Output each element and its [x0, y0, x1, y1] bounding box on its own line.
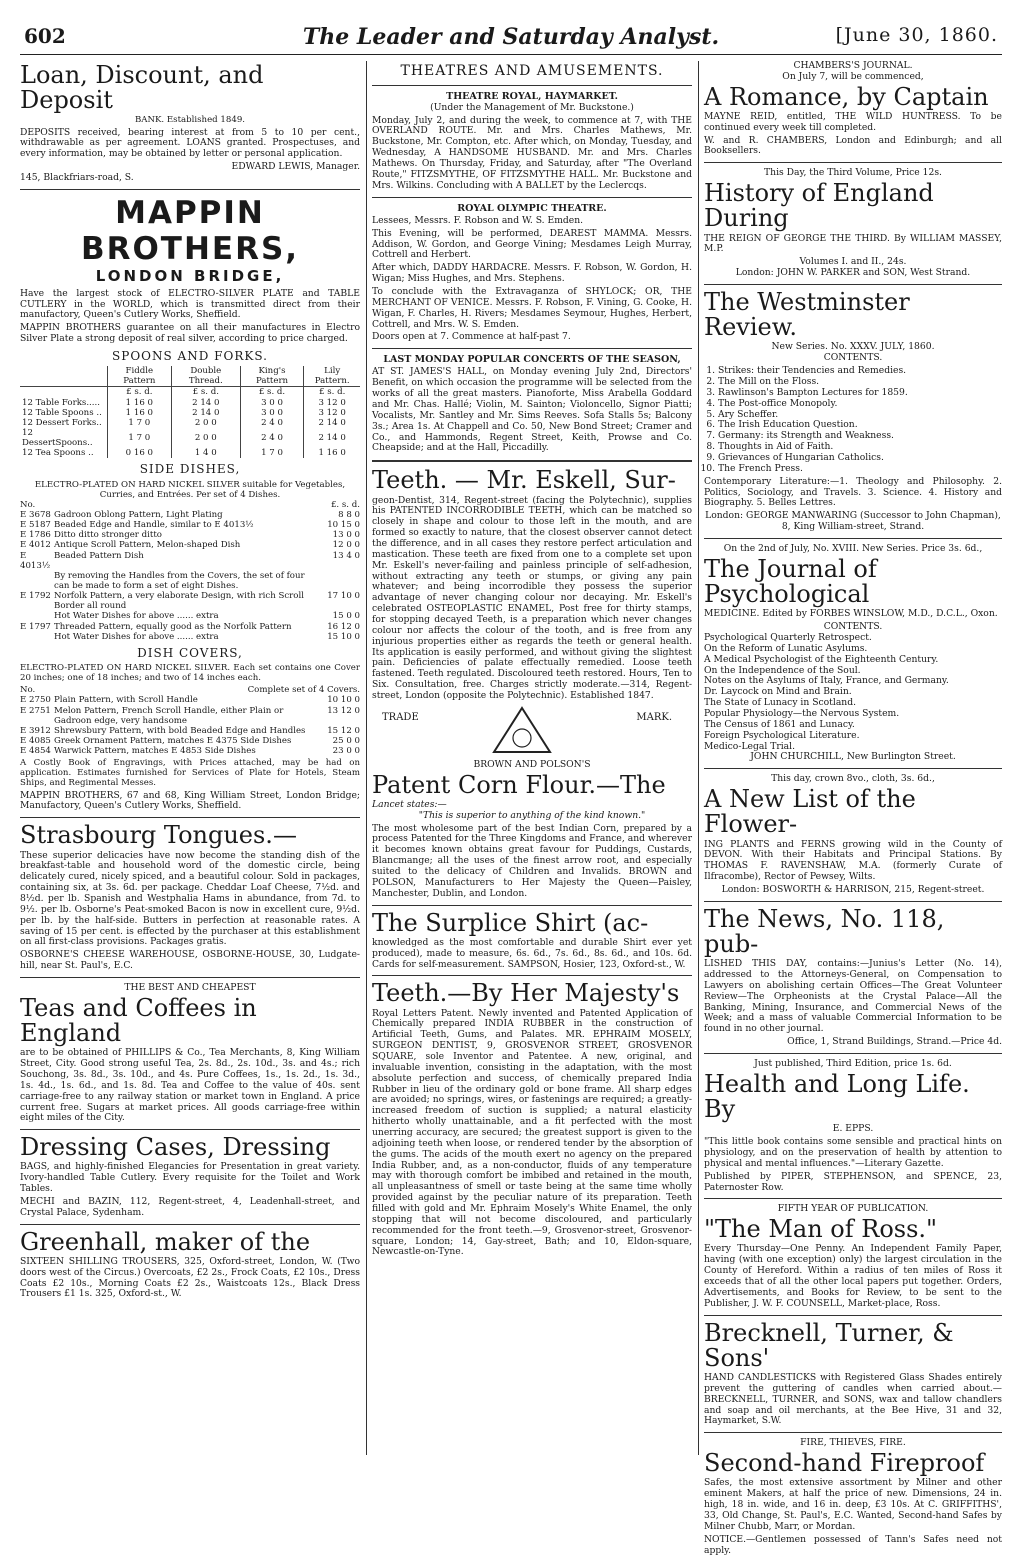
ad-dressing-cases [20, 1135, 360, 1218]
ad-publisher: JOHN CHURCHILL, New Burlington Street. [750, 751, 956, 763]
ad-office: Office, 1, Strand Buildings, Strand.—Price 4d. [787, 1036, 1002, 1048]
table-cell: 12 Dessert Forks.. [22, 417, 102, 428]
table-row [20, 428, 360, 448]
ad-notice: NOTICE.—Gentlemen possessed of Tann's Safes need not apply. [704, 1533, 1002, 1556]
ad-body: Have the largest stock of ELECTRO-SILVER PLATE and TABLE CUTLERY in the WORLD, which is transmitted direct from their manufactory, Queen's Cutlery Works, Sheffield. [20, 287, 360, 321]
item-no [20, 632, 54, 642]
list-item: 2. The Mill on the Floss. [718, 377, 1002, 388]
ad-mappin-brothers [20, 195, 360, 813]
item-desc: Ditto ditto stronger ditto [54, 530, 162, 541]
ad-title: Dressing Cases, Dressing [20, 1133, 331, 1162]
list-item: Notes on the Asylums of Italy, France, and Germany. [704, 675, 949, 687]
item-price: 13 12 0 [327, 705, 360, 716]
list-item [20, 510, 360, 520]
item-no: E 2751 [20, 705, 51, 716]
ad-title: The Surplice Shirt (ac- [372, 908, 649, 937]
item-no: E 1792 [20, 591, 51, 602]
ad-publisher: W. and R. CHAMBERS, London and Edinburgh; and all Booksellers. [704, 134, 1002, 157]
item-desc: Beaded Pattern Dish [54, 550, 144, 561]
ad-haymarket [372, 91, 692, 192]
table-cell: 1 16 0 [107, 408, 171, 418]
item-no [20, 611, 54, 621]
item-price: 15 10 0 [327, 631, 360, 642]
list-item [20, 530, 360, 540]
table-cell: 1 16 0 [107, 398, 171, 408]
ad-body: knowledged as the most comfortable and durable Shirt ever yet produced), made to measure, 6s. 6d., 7s. 6d., 8s. 6d., and 10s. 6d. Cards for self-measurement. SAMPSON, Hosier, 123, Oxford-st., W. [372, 936, 692, 970]
list-item: Popular Physiology—the Nervous System. [704, 707, 900, 719]
list-item: 10. The French Press. [718, 464, 1002, 475]
ad-body: geon-Dentist, 314, Regent-street (facing the Polytechnic), supplies his PATENTED INCORRODIBLE TEETH, which can be matched so closely in shape and colour to those left in the mouth, and are formed so exactly to nature, that the closest observer cannot detect the difference, and in all cases they restore perfect articulation and mastication. These teeth are fixed from one to a complete set upon Mr. Eskell's never-failing and painless principle of self-adhesion, without extracting any teeth or stumps, or giving any pain whatever; and being incorrodible they possess the superior advantage of never changing colour nor decaying. Mr. Eskell's celebrated OSTEOPLASTIC ENAMEL, Post free for thirty stamps, for stopping decayed Teeth, is a preparation which never changes colour nor affects the colour of the tooth, and is free from any injurious properties either as regards the teeth or general health. Its application is easily performed, and without giving the slightest pain. Deficiencies of palate effectually remedied. Loose teeth fastened. Teeth regulated. Discoloured teeth restored. Hours, Ten to Six. Consultation, free. Charges strictly moderate.—314, Regent-street, London (opposite the Polytechnic). Established 1847. [372, 494, 692, 701]
item-price: 12 0 0 [332, 540, 360, 551]
table-cell: 12 Tea Spoons .. [22, 448, 94, 459]
ad-body: Every Thursday—One Penny. An Independent Family Paper, having (with one exception) only) the largest circulation in the County of Hereford. Within a radius of ten miles of Ross it exceeds that of all the other local papers put together. Orders, Advertisements, and Books for Review, to be sent to the Publisher, J. W. F. COUNSELL, Market-place, Ross. [704, 1243, 1002, 1309]
ad-body: These superior delicacies have now become the standing dish of the breakfast-table and household word of the domestic circle, being delicately cured, nicely spiced, and a beautiful colour. Sold in packages, containing six, at 3s. 6d. per package. Cheddar Loaf Cheese, 7½d. and 8½d. per lb. Spanish and Westphalia Hams in abundance, from 7d. to 9½. per lb. Osborne's Peat-smoked Bacon is now in excellent cure, 9½d. per lb. by the half-side. Butters in perfection at reasonable rates. A saving of 15 per cent. is effected by the purchaser at this establishment on all first-class provisions. Packages gratis. [20, 849, 360, 948]
table-cell: 2 14 0 [304, 428, 360, 448]
list-item: Foreign Psychological Literature. [704, 729, 860, 741]
item-desc: Norfolk Pattern, a very elaborate Design, with rich Scroll Border all round [54, 591, 304, 612]
ad-series: New Series. No. XXXV. JULY, 1860. [771, 341, 935, 353]
table-cell: 1 7 0 [107, 418, 171, 428]
table-cell: 1 7 0 [107, 428, 171, 448]
ad-body: HAND CANDLESTICKS with Registered Glass Shades entirely prevent the guttering of candles when carried about.—BRECKNELL, TURNER, and SONS, wax and tallow chandlers and soap and oil merchants, at the Bee Hive, 31 and 32, Haymarket, S.W. [704, 1372, 1002, 1427]
mark-label: MARK. [636, 711, 672, 723]
item-no: E 4012 [20, 540, 51, 551]
ad-subtitle: (Under the Management of Mr. Buckstone.) [430, 101, 634, 113]
item-desc: Greek Ornament Pattern, matches E 4375 Side Dishes [54, 735, 292, 746]
ad-olympic [372, 203, 692, 344]
ad-title: Second-hand Fireproof [704, 1449, 985, 1478]
item-no: E 2750 [20, 695, 51, 706]
table-cell: 3 12 0 [304, 408, 360, 418]
ad-title: Strasbourg Tongues.— [20, 821, 297, 850]
ad-title: Teeth. — Mr. Eskell, Sur- [372, 466, 676, 495]
ad-kicker: On the 2nd of July, No. XVIII. New Series. Price 3s. 6d., [723, 543, 983, 554]
ad-westminster-review [704, 290, 1002, 533]
item-no: E 1797 [20, 621, 51, 632]
table-cell: 12 Table Spoons .. [22, 407, 102, 418]
item-no: E 3678 [20, 509, 51, 520]
list-item: 3. Rawlinson's Bampton Lectures for 1859. [718, 388, 1002, 399]
list-item: 1. Strikes: their Tendencies and Remedies. [718, 366, 1002, 377]
ad-surplice-shirt [372, 908, 692, 971]
list-item: Dr. Laycock on Mind and Brain. [704, 686, 852, 698]
list-item [20, 622, 360, 632]
ad-body: To conclude with the Extravaganza of SHYLOCK; OR, THE MERCHANT OF VENICE. Messrs. F. Robson, F. Vining, G. Cooke, H. Wigan, F. Charles, H. Rivers; Mesdames Seymour, Hughes, Herbert, Cottrell, and Mrs. W. S. Emden. [372, 285, 692, 330]
ad-man-of-ross [704, 1204, 1002, 1309]
ad-kicker: THE BEST AND CHEAPEST [124, 981, 256, 993]
list-item: The Census of 1861 and Lunacy. [704, 718, 855, 730]
item-desc: Threaded Pattern, equally good as the Norfolk Pattern [54, 621, 292, 632]
ad-address: OSBORNE'S CHEESE WAREHOUSE, OSBORNE-HOUSE, 30, Ludgate-hill, near St. Paul's, E.C. [20, 949, 360, 972]
column-rule [366, 61, 367, 1455]
ad-fireproof-safes [704, 1438, 1002, 1556]
columns [20, 55, 1002, 1556]
table-cell: 2 0 0 [171, 428, 240, 448]
ad-body: SIXTEEN SHILLING TROUSERS, 325, Oxford-street, London, W. (Two doors west of the Circus.) Overcoats, £2 2s., Frock Coats, £2 10s., Dress Coats £2 10s., Morning Coats £2 2s., Waistcoats 12s., Black Dress Trousers £1 1s. 325, Oxford-st., W. [20, 1255, 360, 1300]
item-no: E 4854 [20, 746, 51, 757]
section-heading: SIDE DISHES, [139, 462, 241, 477]
ad-author: E. EPPS. [832, 1123, 874, 1135]
list-item [20, 736, 360, 746]
ad-body: ING PLANTS and FERNS growing wild in the County of DEVON. With their Habitats and Principal Stations. By THOMAS F. RAVENSHAW, M.A. (formerly Curate of Ilfracombe), Rector of Pewsey, Wilts. [704, 838, 1002, 883]
contents-list [718, 366, 1002, 475]
column-rule [698, 61, 699, 1455]
ad-strasbourg-tongues [20, 823, 360, 972]
ad-loan-bank [20, 63, 360, 184]
item-price: 8 8 0 [338, 509, 360, 520]
column-1 [20, 61, 360, 1455]
ad-kicker: Just published, Third Edition, price 1s. 6d. [754, 1058, 952, 1070]
ad-volumes: Volumes I. and II., 24s. [799, 256, 907, 268]
table-cell: £ s. d. [171, 387, 240, 398]
item-price: 10 10 0 [327, 695, 360, 706]
list-item [20, 695, 360, 705]
list-item: 6. The Irish Education Question. [718, 420, 1002, 431]
table-row [20, 408, 360, 418]
table-cell: 12 Table Forks..... [22, 397, 100, 408]
triangle-logo-icon [492, 706, 552, 754]
ad-quote: "This is superior to anything of the kind known." [418, 809, 646, 821]
contents-label: CONTENTS. [823, 352, 883, 364]
ad-concerts [372, 354, 692, 454]
list-item: 7. Germany: its Strength and Weakness. [718, 431, 1002, 442]
list-item: On the Independence of the Soul. [704, 664, 861, 676]
section-intro: ELECTRO-PLATED ON HARD NICKEL SILVER suitable for Vegetables, Curries, and Entrées. Per set of 4 Dishes. [34, 479, 346, 500]
ad-body: Royal Letters Patent. Newly invented and Patented Application of Chemically prepared INDIA RUBBER in the construction of Artificial Teeth, Gums, and Palates. MR. EPHRAIM MOSELY, SURGEON DENTIST, 9, GROSVENOR STREET, GROSVENOR SQUARE, sole Inventor and Patentee. A new, original, and invaluable invention, consisting in the adaptation, with the most absolute perfection and success, of chemically prepared India Rubber in lieu of the ordinary gold or bone frame. All sharp edges are avoided; no springs, wires, or fastenings are required; a greatly-increased freedom of suction is supplied; a natural elasticity hitherto wholly unattainable, and a fit perfected with the most unerring accuracy, are secured; the greatest support is given to the adjoining teeth when loose, or rendered tender by the absorption of the gums. The acids of the mouth exert no agency on the prepared India Rubber, and, as a non-conductor, fluids of any temperature may with thorough comfort be imbibed and retained in the mouth, all unpleasantness of smell or taste being at the same time wholly provided against by the peculiar nature of its preparation. Teeth filled with gold and Mr. Ephraim Mosely's White Enamel, the only stopping that will not become discoloured, and particularly recommended for the front teeth.—9, Grosvenor-street, Grosvenor-square, London; 14, Gay-street, Bath; and 10, Eldon-square, Newcastle-on-Tyne. [372, 1007, 692, 1258]
table-row [20, 448, 360, 458]
table-header: King's Pattern [240, 366, 304, 387]
ad-title: Patent Corn Flour.—The [372, 770, 666, 799]
ad-title: Health and Long Life. By [704, 1069, 970, 1124]
running-header [20, 24, 1002, 55]
ad-title: Teas and Coffees in England [20, 993, 257, 1048]
list-item: Medico-Legal Trial. [704, 740, 795, 752]
item-desc: By removing the Handles from the Covers, the set of four can be made to form a set of eight Dishes. [54, 570, 305, 591]
item-price: 13 4 0 [332, 550, 360, 561]
ad-publisher: London: BOSWORTH & HARRISON, 215, Regent-street. [721, 883, 985, 895]
ad-title: MAPPIN BROTHERS, [80, 194, 300, 268]
table-cell: £ s. d. [304, 387, 360, 398]
ad-kicker: This Day, the Third Volume, Price 12s. [764, 167, 942, 179]
list-item [20, 571, 360, 591]
ad-teas-coffees [20, 983, 360, 1124]
ad-title: Loan, Discount, and Deposit [20, 61, 264, 115]
ad-majesty-teeth [372, 981, 692, 1258]
ad-history-england [704, 168, 1002, 279]
table-cell: 2 4 0 [240, 418, 304, 428]
ad-body: BAGS, and highly-finished Elegancies for Presentation in great variety. Ivory-handled Table Cutlery. Every requisite for the Toilet and Work Tables. [20, 1161, 360, 1195]
table-row [20, 398, 360, 408]
item-desc: Shrewsbury Pattern, with bold Beaded Edge and Handles [54, 725, 306, 736]
list-item [20, 591, 360, 611]
col-head: Complete set of 4 Covers. [247, 685, 360, 696]
list-item [20, 746, 360, 756]
item-price: 15 0 0 [332, 611, 360, 622]
ad-greenhall [20, 1227, 360, 1301]
ad-body: The most wholesome part of the best Indian Corn, prepared by a process Patented for the Three Kingdoms and France, and wherever it becomes known obtains great favour for Puddings, Custards, Blancmange; all the uses of the finest arrow root, and especially suited to the delicacy of Children and Invalids. BROWN and POLSON, Manufacturers to Her Majesty the Queen—Paisley, Manchester, Dublin, and London. [372, 822, 692, 899]
price-table [20, 366, 360, 458]
item-desc: Beaded Edge and Handle, similar to E 4013½ [54, 520, 254, 531]
ad-chambers-journal [704, 61, 1002, 157]
ad-flower-list [704, 774, 1002, 896]
ad-publisher: Published by PIPER, STEPHENSON, and SPENCE, 23, Paternoster Row. [704, 1170, 1002, 1193]
ad-publisher: London: GEORGE MANWARING (Successor to John Chapman), 8, King William-street, Strand. [705, 510, 1001, 533]
ad-body: MAPPIN BROTHERS guarantee on all their manufactures in Electro Silver Plate a strong deposit of real silver, according to price charged. [20, 322, 360, 345]
publication-title: The Leader and Saturday Analyst. [302, 24, 720, 50]
ad-body: Doors open at 7. Commence at half-past 7. [372, 331, 571, 343]
item-price: 13 0 0 [332, 530, 360, 541]
list-item [20, 726, 360, 736]
table-row [20, 387, 360, 398]
item-price: 23 0 0 [332, 746, 360, 757]
table-cell: £ s. d. [240, 387, 304, 398]
table-cell: 2 14 0 [171, 398, 240, 408]
ad-title: "The Man of Ross." [704, 1215, 938, 1244]
item-price [316, 571, 360, 591]
table-cell: 0 16 0 [107, 448, 171, 458]
ad-address: 145, Blackfriars-road, S. [20, 171, 134, 183]
table-cell: 2 4 0 [240, 428, 304, 448]
ad-body: MEDICINE. Edited by FORBES WINSLOW, M.D., D.C.L., Oxon. [704, 608, 998, 620]
item-desc: Gadroon Oblong Pattern, Light Plating [54, 509, 223, 520]
ad-kicker: This day, crown 8vo., cloth, 3s. 6d., [771, 773, 935, 785]
ad-publisher: London: JOHN W. PARKER and SON, West Strand. [735, 267, 971, 279]
table-cell: 2 0 0 [171, 418, 240, 428]
table-row [20, 418, 360, 428]
ad-title: A Romance, by Captain [704, 82, 989, 111]
ad-title: The News, No. 118, pub- [704, 904, 945, 958]
section-heading: THEATRES AND AMUSEMENTS. [400, 63, 664, 79]
item-desc: Melon Pattern, French Scroll Handle, either Plain or Gadroon edge, very handsome [54, 705, 284, 726]
ad-address: MECHI and BAZIN, 112, Regent-street, 4, Leadenhall-street, and Crystal Palace, Sydenham. [20, 1196, 360, 1218]
list-item: Psychological Quarterly Retrospect. [704, 631, 872, 643]
ad-corn-flour [372, 760, 692, 900]
table-cell: 1 16 0 [304, 448, 360, 458]
ad-body: are to be obtained of PHILLIPS & Co., Tea Merchants, 8, King William Street, City. Good strong useful Tea, 2s. 8d., 2s. 10d., 3s. and 4s.; rich Souchong, 3s. 8d., 3s. 10d., and 4s. Pure Coffees, 1s., 1s. 2d., 1s. 3d., 1s. 4d., 1s. 6d., and 1s. 8d. Tea and Coffee to the value of 40s. sent carriage-free to any railway station or market town in England. A price current free. Sugars at market prices. All goods carriage-free within eight miles of the City. [20, 1047, 360, 1124]
ad-body: Monday, July 2, and during the week, to commence at 7, with THE OVERLAND ROUTE. Mr. and Mrs. Charles Mathews, Mr. Buckstone, Mr. Compton, etc. After which, on Monday, Tuesday, and Wednesday, A HANDSOME HUSBAND. Mr. and Mrs. Charles Mathews. On Thursday, Friday, and Saturday, after "The Overland Route," FITZSMYTHE, OF FITZSMYTHE HALL. Mr. Buckstone and Mrs. Wilkins. Concluding with A BALLET by the Leclercqs. [372, 114, 692, 191]
item-desc: Warwick Pattern, matches E 4853 Side Dishes [54, 746, 256, 757]
item-no: E 1786 [20, 530, 51, 541]
ad-body: After which, DADDY HARDACRE. Messrs. F. Robson, W. Gordon, H. Wigan; Miss Hughes, and Mrs. Stephens. [372, 262, 692, 285]
ad-kicker: CHAMBERS'S JOURNAL. [793, 60, 913, 71]
table-header: Fiddle Pattern [107, 366, 171, 387]
item-price: 17 10 0 [327, 591, 360, 602]
table-cell: £ s. d. [107, 387, 171, 398]
trade-mark [372, 706, 692, 756]
ad-subtitle: On July 7, will be commenced, [782, 70, 924, 82]
trade-label: TRADE [382, 711, 419, 723]
ad-body: Safes, the most extensive assortment by Milner and other eminent Makers, at half the price of new. Dimensions, 24 in. high, 18 in. wide, and 16 in. deep, £3 10s. At C. GRIFFITHS', 33, Old Change, St. Paul's, E.C. Wanted, Second-hand Safes by Milner Chubb, Marr, or Mordan. [704, 1477, 1002, 1532]
list-item [20, 500, 360, 510]
ad-kicker: BROWN AND POLSON'S [473, 758, 591, 770]
table-cell [20, 387, 107, 398]
table-cell: 3 12 0 [304, 398, 360, 408]
item-no: E 4013½ [20, 550, 51, 571]
page-number: 602 [24, 24, 66, 48]
item-desc: Plain Pattern, with Scroll Handle [54, 695, 198, 706]
list-item [20, 540, 360, 550]
ad-title: Teeth.—By Her Majesty's [372, 979, 680, 1008]
col-head: No. [20, 685, 36, 696]
ad-title: A New List of the Flower- [704, 785, 916, 839]
table-cell: 1 7 0 [240, 448, 304, 458]
ad-quote: "This little book contains some sensible and practical hints on physiology, and on the preservation of health by attention to physical and mental influences."—Literary Gazette. [704, 1136, 1002, 1169]
list-item [20, 632, 360, 642]
ad-kicker: FIFTH YEAR OF PUBLICATION. [777, 1203, 929, 1215]
ad-footer: A Costly Book of Engravings, with Prices attached, may be had on application. Estimates furnished for Services of Plate for Hotels, Steam Ships, and Regimental Messes. [20, 758, 360, 789]
table-cell: 3 0 0 [240, 398, 304, 408]
item-price: 25 0 0 [332, 735, 360, 746]
list-item: 4. The Post-office Monopoly. [718, 399, 1002, 410]
item-no: E 5187 [20, 520, 51, 531]
ad-title: Brecknell, Turner, & Sons' [704, 1318, 954, 1372]
ad-body: LISHED THIS DAY, contains:—Junius's Letter (No. 14), addressed to the Attorneys-General, on Compensation to Lawyers on abolishing certain Offices—The Great Volunteer Review—The Orpheonists at the Crystal Palace—All the Banking, Mining, Insurance, and Commercial News of the Week; and a mass of valuable Commercial Information to be found in no other journal. [704, 958, 1002, 1035]
ad-eskell-teeth [372, 468, 692, 702]
item-price: 16 12 0 [327, 621, 360, 632]
ad-subtitle: LONDON BRIDGE, [95, 266, 285, 285]
item-no: E 4085 [20, 735, 51, 746]
item-no [20, 571, 54, 591]
ad-title: History of England During [704, 179, 934, 233]
col-head: £. s. d. [330, 499, 360, 510]
table-cell: 2 14 0 [304, 418, 360, 428]
column-2 [372, 61, 692, 1455]
ad-address: MAPPIN BROTHERS, 67 and 68, King William Street, London Bridge; Manufactory, Queen's Cutlery Works, Sheffield. [20, 789, 360, 812]
list-item [20, 520, 360, 530]
section-heading: DISH COVERS, [137, 645, 243, 660]
col-head: No. [20, 499, 36, 510]
section-intro: ELECTRO-PLATED ON HARD NICKEL SILVER. Each set contains one Cover 20 inches; one of 18 inches; and two of 14 inches each. [20, 662, 360, 684]
ad-title: The Journal of Psychological [704, 554, 877, 609]
ad-psychological-journal [704, 544, 1002, 763]
list-item: The State of Lunacy in Scotland. [704, 697, 857, 709]
item-desc: Antique Scroll Pattern, Melon-shaped Dish [54, 540, 241, 551]
col-head [32, 500, 316, 510]
list-item [20, 611, 360, 621]
ad-body: MAYNE REID, entitled, THE WILD HUNTRESS. To be continued every week till completed. [704, 110, 1002, 133]
ad-body: DEPOSITS received, bearing interest at from 5 to 10 per cent., withdrawable as per agreement. LOANS granted. Prospectuses, and every information, may be obtained by letter or personal application. [20, 126, 360, 160]
table-cell: 12 DessertSpoons.. [22, 427, 93, 449]
table-cell: 3 0 0 [240, 408, 304, 418]
list-item: 8. Thoughts in Aid of Faith. [718, 442, 1002, 453]
ad-manager: EDWARD LEWIS, Manager. [231, 161, 360, 173]
issue-date: [June 30, 1860. [835, 24, 998, 46]
table-header: Double Thread. [171, 366, 240, 387]
ad-brecknell [704, 1318, 1002, 1428]
column-3 [704, 60, 1002, 1556]
ad-health-long-life [704, 1059, 1002, 1193]
ad-title: ROYAL OLYMPIC THEATRE. [457, 202, 607, 214]
ad-subtitle: BANK. Established 1849. [134, 115, 246, 126]
list-item: On the Reform of Lunatic Asylums. [704, 642, 868, 654]
ad-title: Greenhall, maker of the [20, 1227, 311, 1256]
ad-body: THE REIGN OF GEORGE THE THIRD. By WILLIAM MASSEY, M.P. [704, 232, 1002, 255]
ad-body: Lessees, Messrs. F. Robson and W. S. Emden. [372, 214, 584, 226]
ad-title: LAST MONDAY POPULAR CONCERTS OF THE SEASON, [383, 354, 681, 366]
list-item [20, 685, 360, 695]
ad-body: This Evening, will be performed, DEAREST MAMMA. Messrs. Addison, W. Gordon, and George Vining; Mesdames Leigh Murray, Cottrell and Herbert. [372, 227, 692, 261]
table-header [20, 366, 107, 387]
ad-kicker: FIRE, THIEVES, FIRE. [800, 1437, 906, 1449]
ad-lancet: Lancet states:— [372, 798, 447, 810]
table-header: Lily Pattern. [304, 366, 360, 387]
ad-the-news [704, 904, 1002, 1048]
ad-body: AT ST. JAMES'S HALL, on Monday evening July 2nd, Directors' Benefit, on which occasion the programme will be selected from the works of all the great masters. Pianoforte, Miss Arabella Goddard and Mr. Chas. Hallé; Violin, M. Sainton; Violoncello, Signor Piatti; Vocalists, Mr. Santley and Mr. Sims Reeves. Sofa Stalls 5s; Balcony 3s.; Area 1s. At Chappell and Co. 50, New Bond Street; Cramer and Co., and Hammonds, Regent Street, Keith, Prowse and Co. Cheapside; and at the Hall, Piccadilly. [372, 366, 692, 454]
item-desc: Hot Water Dishes for above ...... extra [54, 611, 219, 622]
table-cell: 1 4 0 [171, 448, 240, 458]
list-item: A Medical Psychologist of the Eighteenth Century. [704, 653, 939, 665]
ad-body: Contemporary Literature:—1. Theology and Philosophy. 2. Politics, Sociology, and Travels. 3. Science. 4. History and Biography. 5. Belles Lettres. [704, 475, 1002, 509]
ad-title: The Westminster Review. [704, 288, 910, 342]
item-price: 10 15 0 [327, 520, 360, 531]
list-item: 9. Grievances of Hungarian Catholics. [718, 453, 1002, 464]
table-cell: 2 14 0 [171, 408, 240, 418]
item-desc: Hot Water Dishes for above ...... extra [54, 631, 219, 642]
list-item [20, 551, 360, 571]
item-no: E 3912 [20, 725, 51, 736]
list-item [20, 706, 360, 726]
list-item: 5. Ary Scheffer. [718, 410, 1002, 421]
section-heading: SPOONS AND FORKS. [112, 348, 268, 363]
item-price: 15 12 0 [327, 725, 360, 736]
contents-label: CONTENTS. [823, 621, 883, 633]
ad-title: THEATRE ROYAL, HAYMARKET. [446, 90, 618, 102]
